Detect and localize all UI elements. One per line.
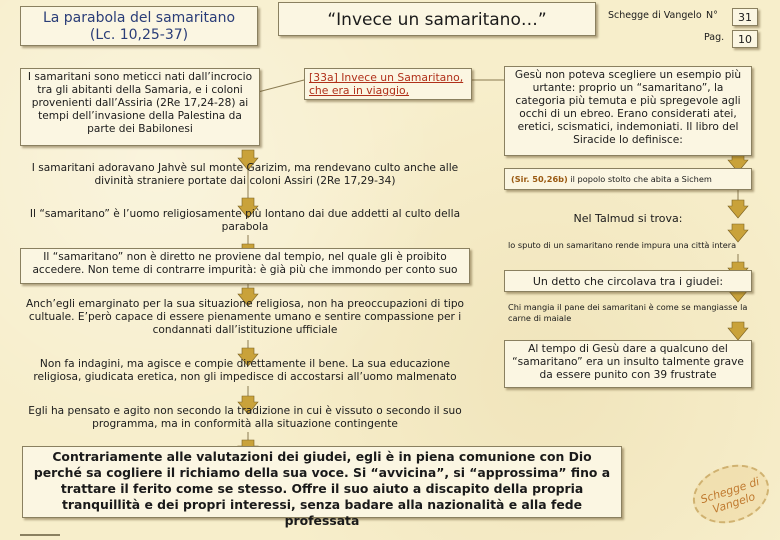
slide-title: La parabola del samaritano <box>42 10 236 26</box>
samaritano-emarginato-text: Anch’egli emarginato per la sua situazione religiosa, non ha preoccupazioni di tipo cultuale. E’però capace di essere pienamente umano e sentire compassione per i condannati dall’istituzione ufficiale <box>25 298 465 336</box>
insulto-box: Al tempo di Gesù dare a qualcuno del “samaritano” era un insulto talmente grave da essere punito con 39 frustrate <box>504 340 752 388</box>
samaritano-tempio-box: Il “samaritano” non è diretto ne proviene dal tempio, nel quale gli è proibito accedere. Non teme di contrarre impurità: è già più che immondo per conto suo <box>20 248 470 284</box>
detto-quote: Chi mangia il pane dei samaritani è come se mangiasse la carne di maiale <box>508 302 748 323</box>
header-meta <box>606 6 766 50</box>
detto-box: Un detto che circolava tra i giudei: <box>504 270 752 292</box>
verse-text: [33a] Invece un Samaritano, che era in viaggio, <box>309 71 464 97</box>
pag-value: 10 <box>732 30 758 48</box>
samaritani-worship-text: I samaritani adoravano Jahvè sul monte Garizim, ma rendevano culto anche alle divinità straniere portate dai coloni Assiri (2Re 17,29-34) <box>31 162 459 187</box>
verse-box <box>304 68 472 100</box>
samaritano-pensato-text: Egli ha pensato e agito non secondo la tradizione in cui è vissuto o secondo il suo programma, ma in conformità alla situazione contingente <box>28 405 462 430</box>
footer-divider <box>20 534 60 536</box>
talmud-quote: lo sputo di un samaritano rende impura una città intera <box>508 240 737 250</box>
siracide-ref: (Sir. 50,26b) <box>511 174 568 184</box>
num-label: N° <box>706 10 718 21</box>
siracide-box <box>504 168 752 190</box>
samaritani-origin-box: I samaritani sono meticci nati dall’incrocio tra gli abitanti della Samaria, e i coloni provenienti dall’Assiria (2Re 17,24-28) ai tempi dell’invasione della Palestina da parte dei Babilonesi <box>20 68 260 146</box>
siracide-quote: il popolo stolto che abita a Sichem <box>567 174 712 184</box>
stamp-text: Schegge di Vangelo <box>698 475 761 517</box>
slide-title-box <box>20 6 258 46</box>
schegge-label: Schegge di Vangelo <box>608 10 702 21</box>
samaritano-agisce-text: Non fa indagini, ma agisce e compie direttamente il bene. La sua educazione religiosa, giudicata eretica, non gli impedisce di accostarsi all’uomo malmenato <box>33 358 457 383</box>
main-heading: “Invece un samaritano…” <box>278 2 596 36</box>
conclusion-box: Contrariamente alle valutazioni dei giudei, egli è in piena comunione con Dio perché sa cogliere il richiamo della sua voce. Si “avvicina”, si “approssima” fino a trattare il ferito come se stesso. Offre il suo aiuto a discapito della propria tranquillità e dei propri interessi, senza badare alla nazionalità e alla fede professata <box>22 446 622 518</box>
slide-reference: (Lc. 10,25-37) <box>89 27 189 43</box>
num-value: 31 <box>732 8 758 26</box>
pag-label: Pag. <box>704 32 725 43</box>
gesu-esempio-box: Gesù non poteva scegliere un esempio più urtante: proprio un “samaritano”, la categoria più temuta e più spregevole agli occhi di un ebreo. Erano considerati atei, eretici, scismatici, indemoniati. Il libro del Siracide lo definisce: <box>504 66 752 156</box>
samaritano-lontano-text: Il “samaritano” è l’uomo religiosamente più lontano dai due addetti al culto della parabola <box>29 208 461 233</box>
talmud-intro: Nel Talmud si trova: <box>573 212 683 225</box>
